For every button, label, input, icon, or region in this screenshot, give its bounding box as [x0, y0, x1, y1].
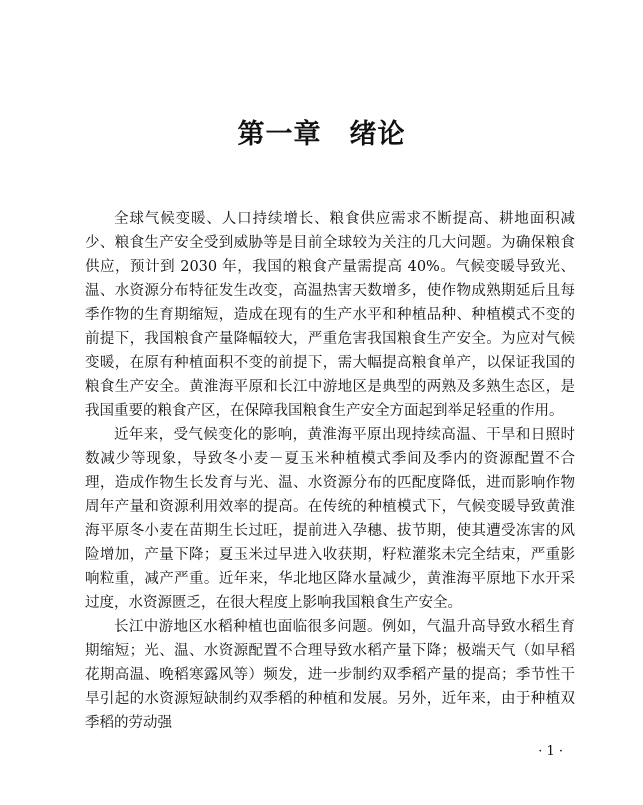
paragraph-1: 全球气候变暖、人口持续增长、粮食供应需求不断提高、耕地面积减少、粮食生产安全受到威胁等是目前全球较为关注的几大问题。为确保粮食供应，预计到 2030 年，我国的粮食产量需提高 40%。气候变暖导致光、温、水资源分布特征发生改变，高温热害天数增多，使作物成熟期延后且每季作物的生育期缩短，造成在现有的生产水平和种植品种、种植模式不变的前提下，我国粮食产量降幅较大，严重危害我国粮食生产安全。为应对气候变暖，在原有种植面积不变的前提下，需大幅提高粮食单产，以保证我国的粮食生产安全。黄淮海平原和长江中游地区是典型的两熟及多熟生态区，是我国重要的粮食产区，在保障我国粮食生产安全方面起到举足轻重的作用。: [85, 211, 575, 419]
chapter-title: 第一章 绪论: [237, 119, 406, 150]
body-text: [85, 207, 575, 735]
page-number: · 1 ·: [538, 744, 563, 759]
paragraph-3: 长江中游地区水稻种植也面临很多问题。例如，气温升高导致水稻生育期缩短；光、温、水资源配置不合理导致水稻产量下降；极端天气（如早稻花期高温、晚稻寒露风等）频发，进一步制约双季稻产量的提高；季节性干旱引起的水资源短缺制约双季稻的种植和发展。另外，近年来，由于种植双季稻的劳动强: [85, 619, 575, 731]
paragraph-2: 近年来，受气候变化的影响，黄淮海平原出现持续高温、干旱和日照时数减少等现象，导致冬小麦－夏玉米种植模式季间及季内的资源配置不合理，造成作物生长发育与光、温、水资源分布的匹配度降低，进而影响作物周年产量和资源利用效率的提高。在传统的种植模式下，气候变暖导致黄淮海平原冬小麦在苗期生长过旺，提前进入孕穗、拔节期，使其遭受冻害的风险增加，产量下降；夏玉米过早进入收获期，籽粒灌浆未完全结束，严重影响粒重，减产严重。近年来，华北地区降水量减少，黄淮海平原地下水开采过度，水资源匮乏，在很大程度上影响我国粮食生产安全。: [85, 427, 575, 611]
